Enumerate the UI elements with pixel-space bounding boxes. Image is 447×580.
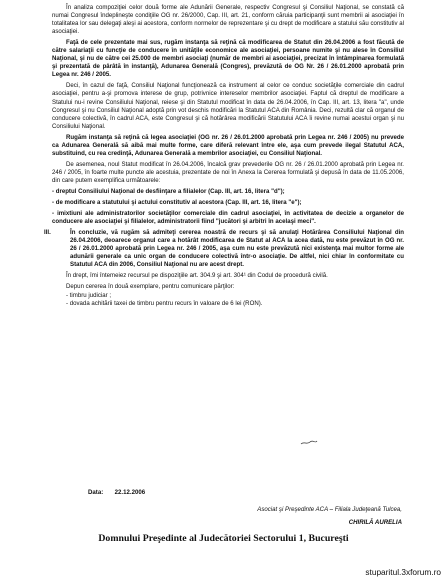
paragraph-law-basis [52, 272, 404, 280]
date-line [88, 489, 145, 496]
paragraph-text: În analiza compoziţiei celor două forme ale Adunării Generale, respectiv Congresul şi Consiliul Naţional, se constată că numai Congresul îndeplineşte condiţiile OG nr. 26/2000, Cap. III, art. 21, conform căruia participanţii sunt membrii ai asociaţiei în totalitatea lor sau delegaţi aleşi ai acestora, conform normelor de reprezentare şi cu drept de modificare a statului său constitutiv al asociaţiei. [52, 4, 404, 36]
paragraph-statute-change [52, 39, 404, 79]
handwritten-mark-icon [300, 440, 318, 446]
attachment-text: - timbru judiciar ; [66, 291, 112, 299]
paragraph-law-request [52, 134, 404, 158]
bullet-item [52, 210, 404, 226]
paragraph-violations [52, 161, 404, 185]
attachment-text: - dovada achitării taxei de timbru pentru recurs în valoare de 6 lei (RON). [66, 299, 263, 307]
conclusion-text: În concluzie, vă rugăm să admiteţi cererea noastră de recurs şi să anulaţi Hotărârea Consiliului Naţional din 26.04.2006, deoarece organul care a hotărât modificarea de Statut al ACA la acea dată, nu este prevăzut în OG nr. 26 / 26.01.2000 aprobată prin Legea nr. 246 / 2005, aşa cum nu este prevăzută nici existenţa mai multor forme ale adunării generale ca unic organ de conducere colectivă într-o asociaţie. De altfel, nici chiar în conformitate cu Statutul ACA din 2006, Consiliul Naţional nu are acest drept. [70, 229, 404, 269]
attachment-item [52, 300, 404, 308]
conclusion-section [44, 229, 404, 269]
bullet-text: - dreptul Consiliului Naţional de desfiinţare a filialelor (Cap. III, art. 16, litera "d"); [52, 187, 285, 195]
date-value: 22.12.2006 [114, 489, 146, 496]
paragraph-text: În drept, îmi întemeiez recursul pe dispoziţiile art. 304.9 şi art. 304¹ din Codul de procedură civilă. [66, 272, 328, 280]
paragraph-text: Depun cererea în două exemplare, pentru comunicare părţilor: [66, 283, 235, 291]
attachment-item [52, 292, 404, 300]
bullet-text: - imixtiuni ale administratorilor societăţilor comerciale din cadrul asociaţiei, în activitatea de decizie a organelor de conducere ale asociaţiei şi filialelor, administratorii fiind "jucători şi arbitri în acelaşi meci". [52, 210, 404, 226]
bullet-item [52, 188, 404, 196]
signatory-role: Asociat şi Preşedinte ACA – Filiala Judeţeană Tulcea, [257, 506, 402, 513]
watermark-text: stuparitul.3xforum.ro [365, 567, 441, 577]
section-number: III. [44, 229, 51, 237]
date-label: Data: [88, 489, 104, 496]
paragraph-text: Deci, în cazul de faţă, Consiliul Naţional funcţionează ca instrument al celor ce conduc societăţile comerciale din cadrul asociaţiei, pentru a-şi promova interese de grup, potrivnice intereselor membrilor asociaţiei. Faptul că dreptul de modificare a Statului nu-i revine Consiliului Naţional, reiese şi din Statutul modificat în data de 26.04.2006, în Cap. III, art. 13, litera "a", unde Congresul şi nu Consiliul Naţional adoptă prin vot deschis modificări la Statutul ACA din România. Deci, rezultă clar că organul de conducere colectivă, în cadrul ACA, este Congresul şi că hotărârea modificării Statutului ACA îi revine numai acestui organ şi nu Consiliului Naţional. [52, 82, 404, 130]
paragraph-text: Rugăm instanţa să reţină că legea asociaţiei (OG nr. 26 / 26.01.2000 aprobată prin Legea nr. 246 / 2005) nu prevede ca Adunarea Generală să aibă mai multe forme, care diferă relevant între ele, aşa cum prevede ilegal Statutul ACA, substituind, cu rea credinţă, Adunarea Generală a membrilor asociaţiei, cu Consiliul Naţional. [52, 133, 404, 157]
paragraph-composition [52, 4, 404, 36]
signatory-name: CHIRILĂ AURELIA [348, 519, 402, 526]
paragraph-text: De asemenea, noul Statut modificat în 26.04.2006, încalcă grav prevederile OG nr. 26 / 26.01.2000 aprobată prin Legea nr. 246 / 2005, în foarte multe puncte ale acestuia, prezentate de noi în Anexa la Cererea formulată şi depusă în data de 11.05.2006, din care putem exemplifica următoarele: [52, 160, 404, 184]
footer-title: Domnului Preşedinte al Judecătoriei Sectorului 1, Bucureşti [98, 533, 349, 544]
paragraph-text: Faţă de cele prezentate mai sus, rugăm instanţa să reţină că modificarea de Statut din 26.04.2006 a fost făcută de către salariaţii cu funcţie de conducere în unităţile economice ale asociaţiei, persoane numite şi nu alese în Consiliul Naţional, şi nu de către cei 25.000 de membri asociaţi (număr de membri ai asociaţiei, precizat în întâmpinarea formulată şi prezentată de pârâtă în instanţă), Adunarea Generală (Congres), prevăzută de OG Nr. 26 / 26.01.2000 aprobată prin Legea nr. 246 / 2005. [52, 39, 404, 79]
bullet-text: - de modificare a statutului şi actului constitutiv al acestora (Cap. III, art. 16, litera "e"); [52, 199, 302, 207]
bullet-item [52, 199, 404, 207]
paragraph-national-council [52, 82, 404, 130]
document-body [44, 4, 404, 308]
paragraph-copies [52, 283, 404, 291]
